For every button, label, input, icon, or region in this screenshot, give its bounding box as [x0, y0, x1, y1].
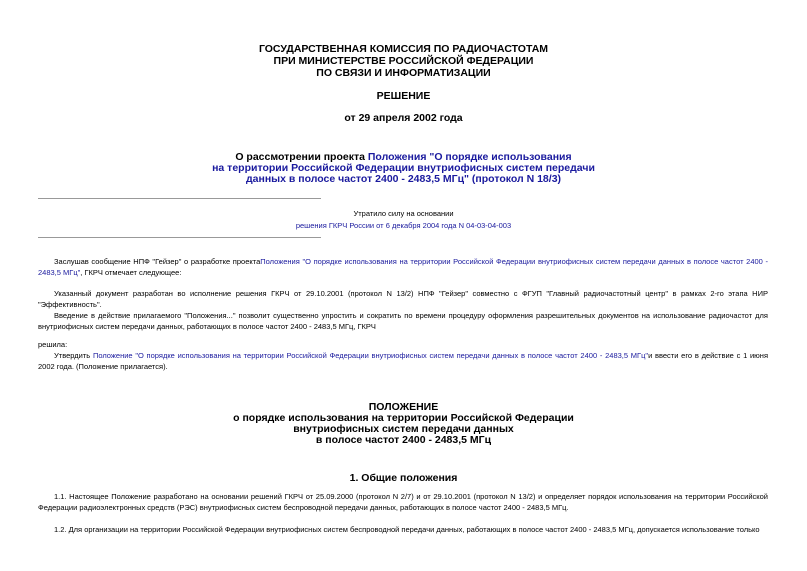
decision-date: от 29 апреля 2002 года [344, 112, 463, 124]
paragraph-4-prefix: Утвердить [54, 351, 93, 360]
annotation-divider-bottom [38, 237, 321, 238]
regulation-subtitle-line-1: о порядке использования на территории Российской Федерации [233, 412, 574, 424]
resolved-label: решила: [38, 340, 68, 349]
regulation-subtitle-line-3: в полосе частот 2400 - 2483,5 МГц [315, 434, 492, 446]
subject-line-3 [0, 174, 807, 186]
annotation-text: Утратило силу на основании [353, 209, 454, 218]
paragraph-1 [38, 257, 768, 278]
clause-1-1: 1.1. Настоящее Положение разработано на основании решений ГКРЧ от 25.09.2000 (протокол N 2/7) и от 29.10.2001 (протокол N 13/2) и определяет порядок использования на территории Российской Федерации радиоэлектронных средств (РЭС) внутриофисных систем беспроводной передачи данных, работающих в полосе частот 2400 - 2483,5 МГц. [38, 492, 768, 512]
paragraph-4 [38, 351, 768, 372]
paragraph-1-suffix: , ГКРЧ отмечает следующее: [80, 267, 182, 277]
commission-title-line-3: ПО СВЯЗИ И ИНФОРМАТИЗАЦИИ [316, 67, 491, 79]
annotation-line-2 [0, 219, 807, 232]
paragraph-4-link[interactable]: Положение "О порядке использования на территории Российской Федерации внутриофисных систем передачи данных в полосе частот 2400 - 2483,5 МГц" [92, 351, 649, 360]
clause-1-2: 1.2. Для организации на территории Российской Федерации внутриофисных систем беспроводной передачи данных, работающих в полосе частот 2400 - 2483,5 МГц, допускается использование только [54, 525, 760, 534]
subject-link-part-2[interactable]: на территории Российской Федерации внутриофисных систем передачи [212, 162, 595, 174]
paragraph-1-link[interactable]: Положения "О порядке использования на территории Российской Федерации внутриофисных систем передачи данных в полосе частот 2400 - 2483,5 МГц" [38, 257, 768, 277]
section-1-heading: 1. Общие положения [349, 472, 458, 484]
subject-prefix: О рассмотрении проекта [235, 151, 368, 163]
regulation-title: ПОЛОЖЕНИЕ [368, 401, 439, 413]
subject-link-part-1[interactable]: Положения "О порядке использования [367, 151, 572, 163]
annotation-link[interactable]: решения ГКРЧ России от 6 декабря 2004 года N 04-03-04-003 [295, 221, 512, 230]
paragraph-1-prefix: Заслушав сообщение НПФ "Гейзер" о разработке проекта [54, 257, 261, 266]
subject-link-part-3[interactable]: данных в полосе частот 2400 - 2483,5 МГц" (протокол N 18/3) [245, 173, 562, 185]
regulation-subtitle-line-2: внутриофисных систем передачи данных [293, 423, 514, 435]
commission-title-line-1: ГОСУДАРСТВЕННАЯ КОМИССИЯ ПО РАДИОЧАСТОТАМ [258, 43, 549, 55]
paragraph-2: Указанный документ разработан во исполнение решения ГКРЧ от 29.10.2001 (протокол N 13/2) НПФ "Гейзер" совместно с ФГУП "Главный радиочастотный центр" в рамках 2-го этапа НИР "Эффективность". [38, 289, 768, 309]
commission-title-line-2: ПРИ МИНИСТЕРСТВЕ РОССИЙСКОЙ ФЕДЕРАЦИИ [273, 55, 534, 67]
decision-heading: РЕШЕНИЕ [376, 90, 431, 102]
paragraph-4-suffix: и ввести его в действие с 1 июня 2002 года. (Положение прилагается). [38, 351, 769, 371]
annotation-divider-top [38, 198, 321, 199]
paragraph-3: Введение в действие прилагаемого "Положения..." позволит существенно упростить и сократить по времени процедуру оформления разрешительных документов на использование радиочастот для внутриофисных систем передачи данных, работающих в полосе частот 2400 - 2483,5 МГц, ГКРЧ [38, 311, 768, 331]
